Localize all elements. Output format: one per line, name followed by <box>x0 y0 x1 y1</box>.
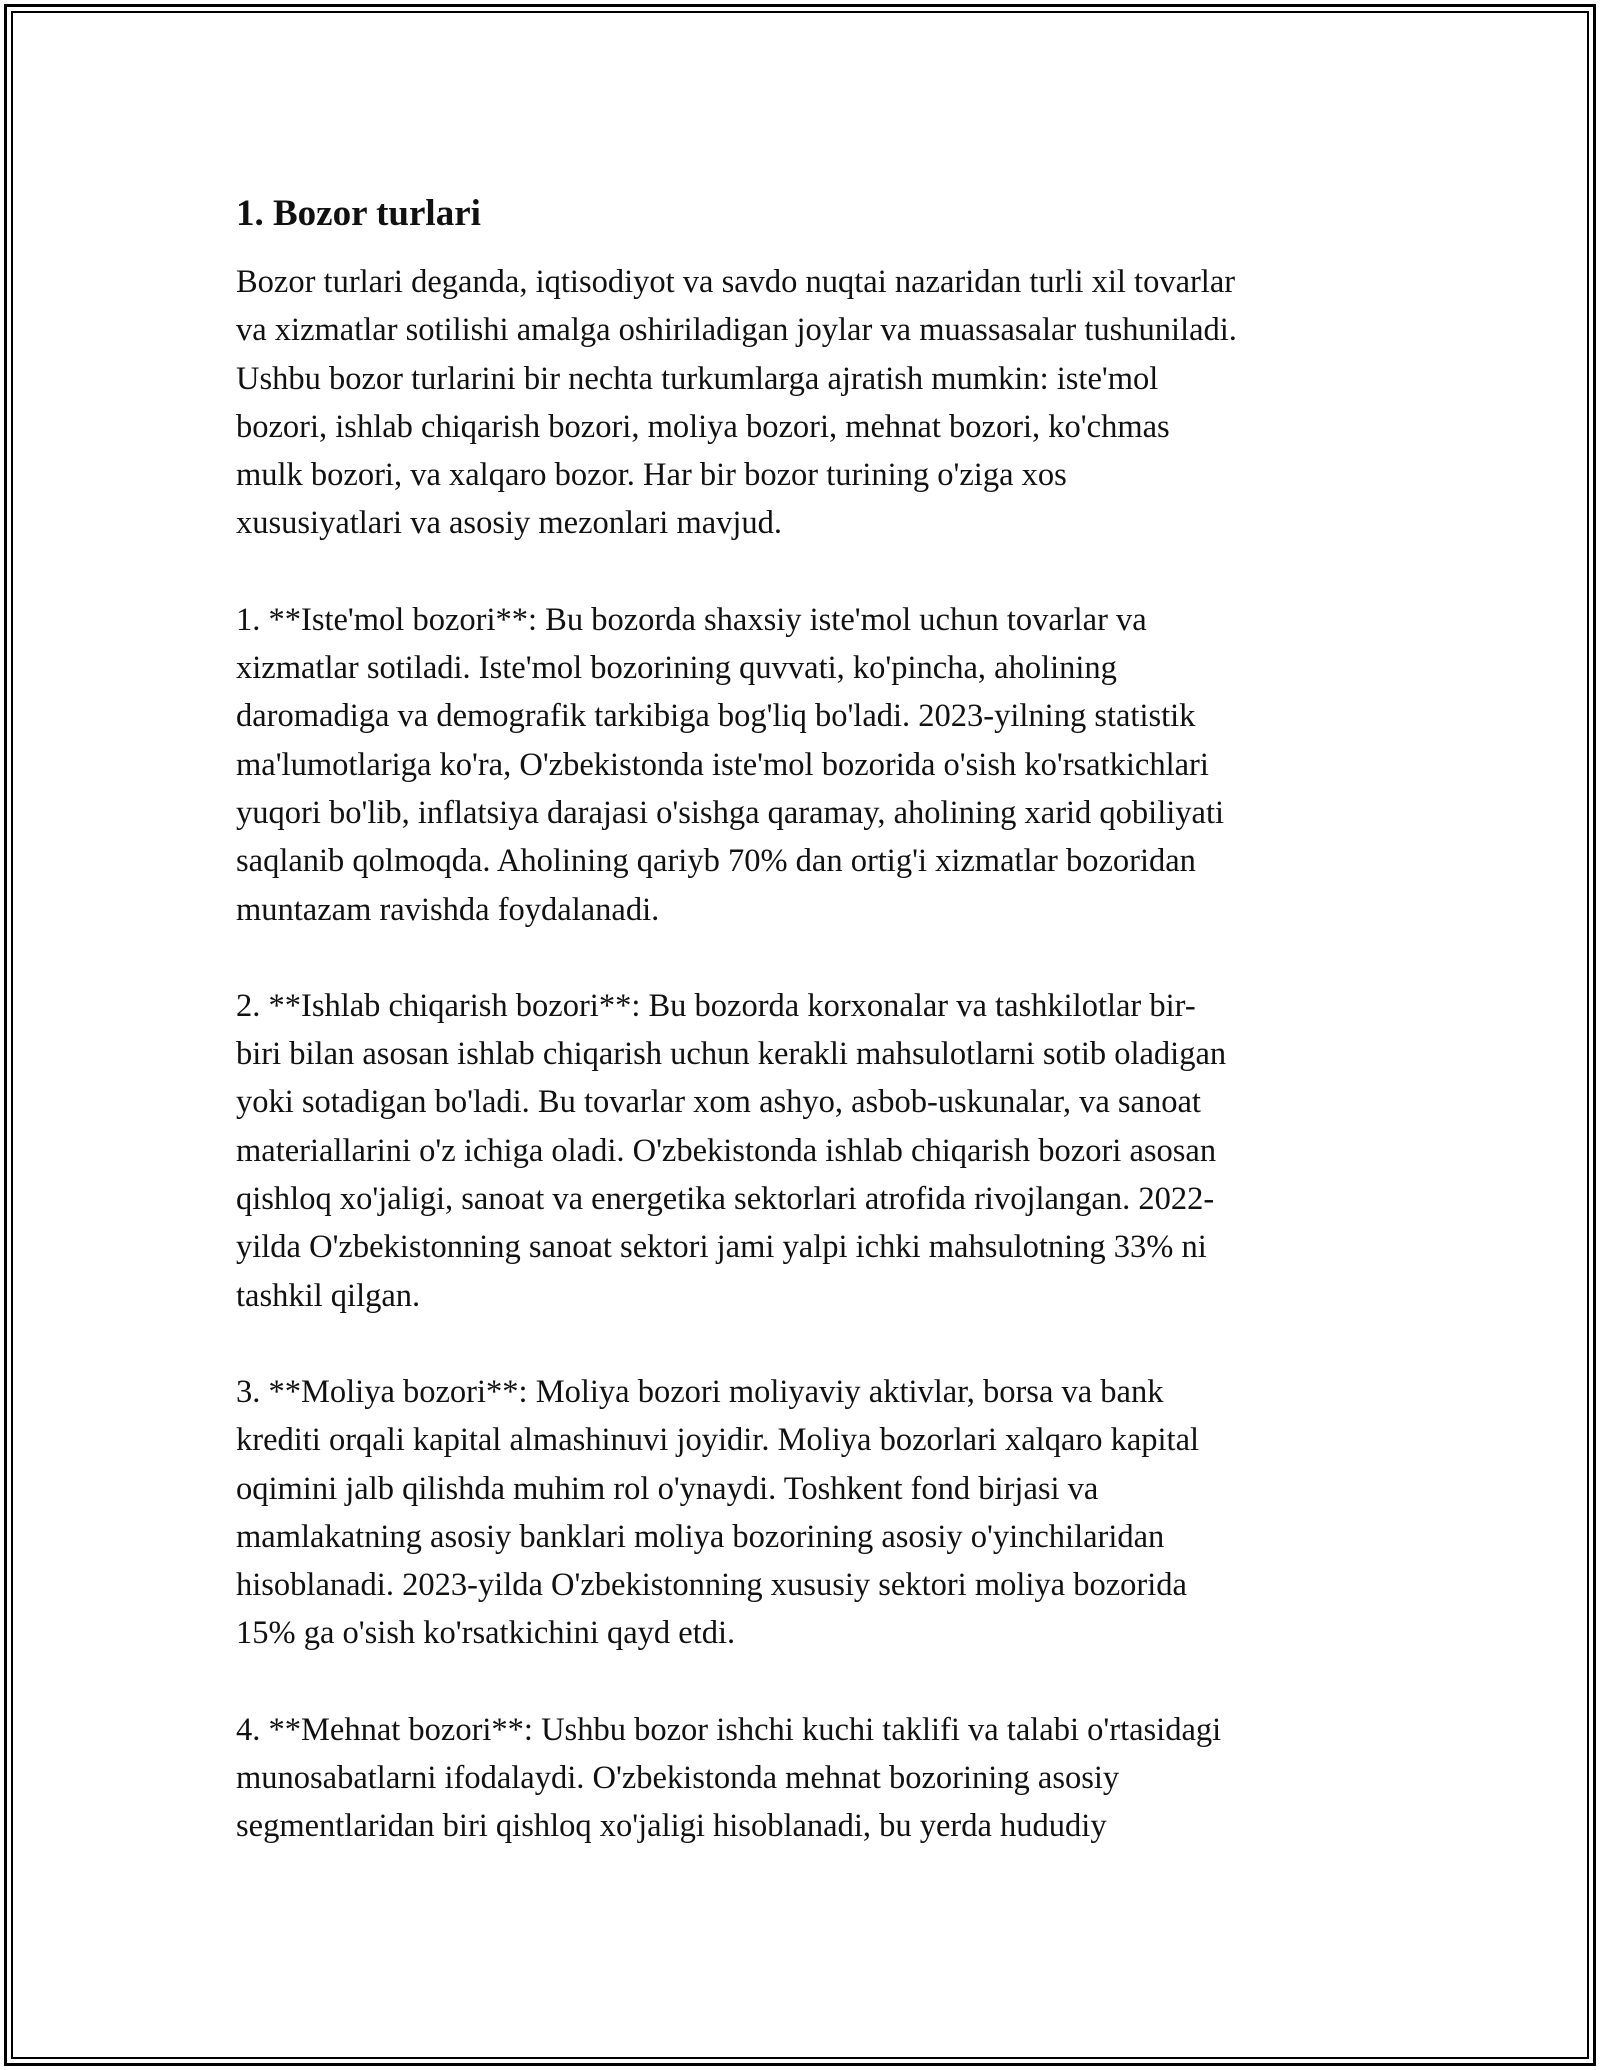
paragraph-labor-market: 4. **Mehnat bozori**: Ushbu bozor ishchi kuchi taklifi va talabi o'rtasidagi munosabatlarni ifodalaydi. O'zbekistonda mehnat bozorining asosiy segmentlaridan biri qishloq xo'jaligi hisoblanadi, bu yerda hududiy <box>236 1711 1222 1845</box>
section-heading: 1. Bozor turlari <box>236 193 481 234</box>
paragraph-intro: Bozor turlari deganda, iqtisodiyot va savdo nuqtai nazaridan turli xil tovarlar va xizmatlar sotilishi amalga oshiriladigan joylar va muassasalar tushuniladi. Ushbu bozor turlarini bir nechta turkumlarga ajratish mumkin: iste'mol bozori, ishlab chiqarish bozori, moliya bozori, mehnat bozori, ko'chmas mulk bozori, va xalqaro bozor. Har bir bozor turining o'ziga xos xususiyatlari va asosiy mezonlari mavjud. <box>236 264 1237 542</box>
paragraph-production-market: 2. **Ishlab chiqarish bozori**: Bu bozorda korxonalar va tashkilotlar bir- biri bilan asosan ishlab chiqarish uchun kerakli mahsulotlarni sotib oladigan yoki sotadigan bo'ladi. Bu tovarlar xom ashyo, asbob-uskunalar, va sanoat materiallarini o'z ichiga oladi. O'zbekistonda ishlab chiqarish bozori asosan qishloq xo'jaligi, sanoat va energetika sektorlari atrofida rivojlangan. 2022- yilda O'zbekistonning sanoat sektori jami yalpi ichki mahsulotning 33% ni tashkil qilgan. <box>236 987 1227 1314</box>
paragraph-financial-market: 3. **Moliya bozori**: Moliya bozori moliyaviy aktivlar, borsa va bank krediti orqali kapital almashinuvi joyidir. Moliya bozorlari xalqaro kapital oqimini jalb qilishda muhim rol o'ynaydi. Toshkent fond birjasi va mamlakatning asosiy banklari moliya bozorining asosiy o'yinchilaridan hisoblanadi. 2023-yilda O'zbekistonning xususiy sektori moliya bozorida 15% ga o'sish ko'rsatkichini qayd etdi. <box>236 1373 1200 1652</box>
document-body <box>236 180 1386 1899</box>
paragraph-consumer-market: 1. **Iste'mol bozori**: Bu bozorda shaxsiy iste'mol uchun tovarlar va xizmatlar sotiladi. Iste'mol bozorining quvvati, ko'pincha, aholining daromadiga va demografik tarkibiga bog'liq bo'ladi. 2023-yilning statistik ma'lumotlariga ko'ra, O'zbekistonda iste'mol bozorida o'sish ko'rsatkichlari yuqori bo'lib, inflatsiya darajasi o'sishga qaramay, aholining xarid qobiliyati saqlanib qolmoqda. Aholining qariyb 70% dan ortig'i xizmatlar bozoridan muntazam ravishda foydalanadi. <box>236 601 1224 928</box>
